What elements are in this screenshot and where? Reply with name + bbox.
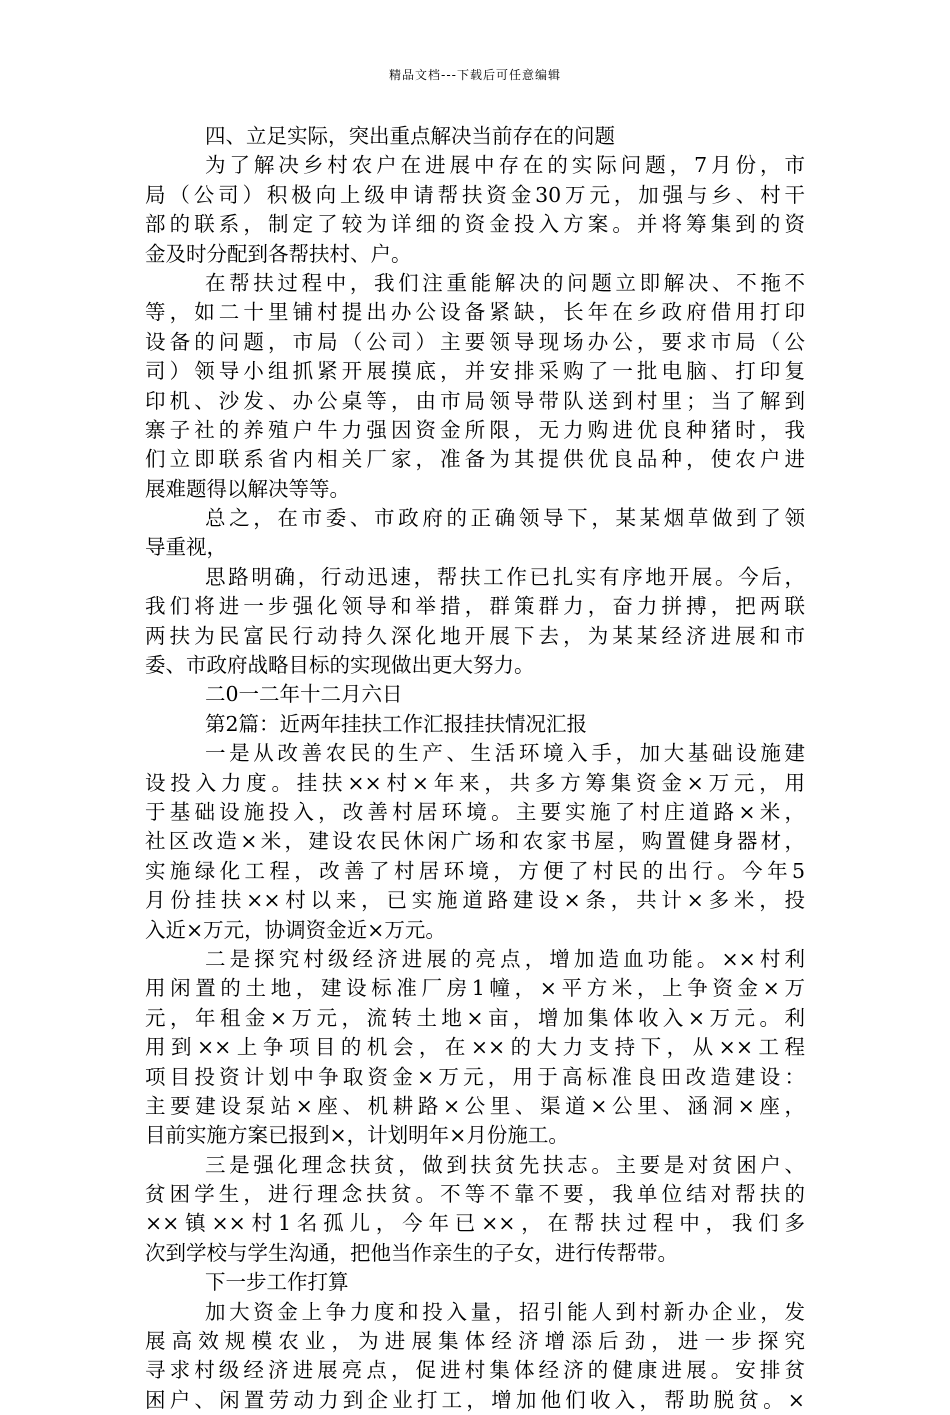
- text-line: 总之，在市委、市政府的正确领导下，某某烟草做到了领: [205, 506, 805, 531]
- text-line: 金及时分配到各帮扶村、户。: [145, 241, 412, 266]
- text-line: 在帮扶过程中，我们注重能解决的问题立即解决、不拖不: [205, 270, 805, 295]
- text-line: 一是从改善农民的生产、生活环境入手，加大基础设施建: [205, 741, 805, 766]
- text-line: 等，如二十里铺村提出办公设备紧缺，长年在乡政府借用打印: [145, 300, 805, 325]
- text-line: 元，年租金×万元，流转土地×亩，增加集体收入×万元。利: [145, 1005, 805, 1030]
- text-line: 用到××上争项目的机会，在××的大力支持下，从××工程: [145, 1035, 805, 1060]
- text-line: 社区改造×米，建设农民休闲广场和农家书屋，购置健身器材，: [145, 829, 805, 854]
- text-line: 司）领导小组抓紧开展摸底，并安排采购了一批电脑、打印复: [145, 359, 805, 384]
- text-line: 项目投资计划中争取资金×万元，用于高标准良田改造建设：: [145, 1064, 805, 1089]
- text-line: 二0一二年十二月六日: [205, 682, 403, 707]
- text-line: 二是探究村级经济进展的亮点，增加造血功能。××村利: [205, 946, 805, 971]
- text-line: 四、立足实际，突出重点解决当前存在的问题: [205, 124, 615, 148]
- text-line: 困户、闲置劳动力到企业打工，增加他们收入，帮助脱贫。×: [145, 1387, 805, 1412]
- text-line: 加大资金上争力度和投入量，招引能人到村新办企业，发: [205, 1299, 805, 1324]
- text-line: 用闲置的土地，建设标准厂房1幢，×平方米，上争资金×万: [145, 976, 805, 1001]
- text-line: 们立即联系省内相关厂家，准备为其提供优良品种，使农户进: [145, 447, 805, 472]
- text-line: 目前实施方案已报到×，计划明年×月份施工。: [145, 1123, 569, 1148]
- text-line: 于基础设施投入，改善村居环境。主要实施了村庄道路×米，: [145, 799, 805, 824]
- document-body: [145, 122, 805, 1415]
- text-line: 思路明确，行动迅速，帮扶工作已扎实有序地开展。今后，: [205, 564, 805, 589]
- text-line: 次到学校与学生沟通，把他当作亲生的子女，进行传帮带。: [145, 1240, 678, 1265]
- text-line: 导重视，: [145, 535, 227, 560]
- text-line: 展难题得以解决等等。: [145, 476, 350, 501]
- text-line: 主要建设泵站×座、机耕路×公里、渠道×公里、涵洞×座，: [145, 1093, 805, 1118]
- text-line: 寨子社的养殖户牛力强因资金所限，无力购进优良种猪时，我: [145, 417, 805, 442]
- text-line: 局（公司）积极向上级申请帮扶资金30万元，加强与乡、村干: [145, 182, 805, 207]
- text-line: 贫困学生，进行理念扶贫。不等不靠不要，我单位结对帮扶的: [145, 1182, 805, 1207]
- text-line: ××镇××村1名孤儿，今年已××，在帮扶过程中，我们多: [145, 1211, 805, 1236]
- text-line: 我们将进一步强化领导和举措，群策群力，奋力拼搏，把两联: [145, 594, 805, 619]
- text-line: 部的联系，制定了较为详细的资金投入方案。并将筹集到的资: [145, 212, 805, 237]
- text-line: 下一步工作打算: [205, 1270, 349, 1295]
- text-line: 三是强化理念扶贫，做到扶贫先扶志。主要是对贫困户、: [205, 1152, 805, 1177]
- text-line: 设备的问题，市局（公司）主要领导现场办公，要求市局（公: [145, 329, 805, 354]
- text-line: 入近×万元，协调资金近×万元。: [145, 917, 446, 942]
- text-line: 展高效规模农业，为进展集体经济增添后劲，进一步探究: [145, 1329, 805, 1354]
- text-line: 印机、沙发、办公桌等，由市局领导带队送到村里；当了解到: [145, 388, 805, 413]
- text-line: 为了解决乡村农户在进展中存在的实际问题，7月份，市: [205, 153, 805, 178]
- text-line: 实施绿化工程，改善了村居环境，方便了村民的出行。今年5: [145, 858, 805, 883]
- page-header: 精品文档---下载后可任意编辑: [389, 68, 561, 82]
- text-line: 月份挂扶××村以来，已实施道路建设×条，共计×多米，投: [145, 888, 805, 913]
- text-line: 两扶为民富民行动持久深化地开展下去，为某某经济进展和市: [145, 623, 805, 648]
- text-line: 设投入力度。挂扶××村×年来，共多方筹集资金×万元，用: [145, 770, 805, 795]
- text-line: 第2篇：近两年挂扶工作汇报挂扶情况汇报: [205, 711, 588, 736]
- text-line: 委、市政府战略目标的实现做出更大努力。: [145, 653, 535, 678]
- text-line: 寻求村级经济进展亮点，促进村集体经济的健康进展。安排贫: [145, 1358, 805, 1383]
